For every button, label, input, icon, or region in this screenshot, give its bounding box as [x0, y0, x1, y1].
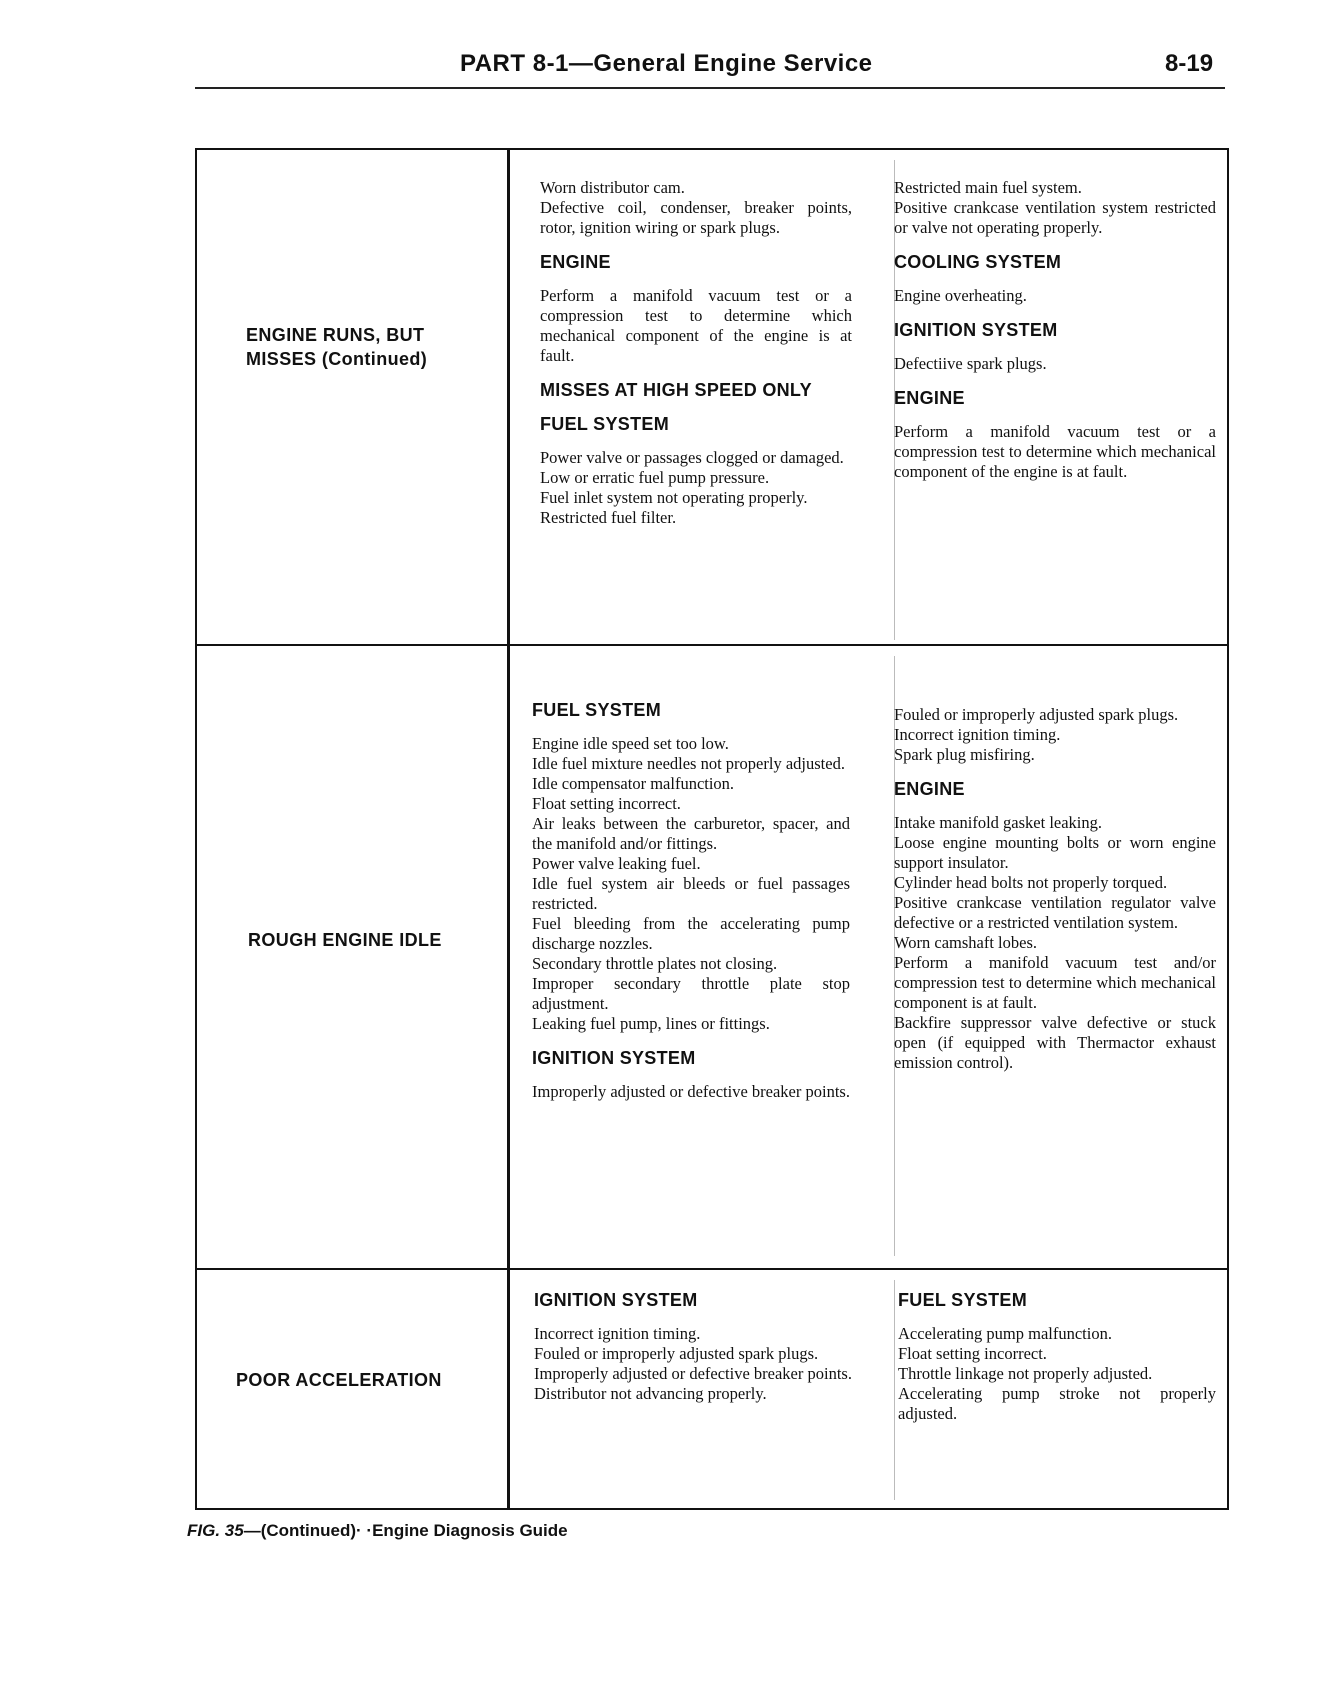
diagnosis-item: Float setting incorrect. — [532, 794, 681, 813]
diagnosis-item: Idle fuel system air bleeds or fuel passages restricted. — [532, 874, 850, 913]
diagnosis-item: Restricted main fuel system. — [894, 178, 1082, 197]
subsection-heading: FUEL SYSTEM — [532, 700, 661, 720]
subsection-heading: IGNITION SYSTEM — [534, 1290, 698, 1310]
diagnosis-item: Throttle linkage not properly adjusted. — [898, 1364, 1153, 1383]
diagnosis-item: Cylinder head bolts not properly torqued. — [894, 873, 1168, 892]
diagnosis-item: Incorrect ignition timing. — [894, 725, 1061, 744]
diagnosis-item: Air leaks between the carburetor, spacer, and the manifold and/or fittings. — [532, 814, 850, 853]
section-2-middle-column — [532, 700, 850, 1102]
diagnosis-item: Improperly adjusted or defective breaker points. — [534, 1364, 852, 1383]
row-divider — [195, 644, 1229, 646]
figure-caption — [187, 1521, 568, 1541]
figure-title: —(Continued)· ·Engine Diagnosis Guide — [243, 1521, 568, 1540]
diagnosis-item: Engine idle speed set too low. — [532, 734, 729, 753]
subsection-heading: MISSES AT HIGH SPEED ONLY — [540, 380, 812, 400]
diagnosis-item: Perform a manifold vacuum test or a compression test to determine which mechanical component of the engine is at fault. — [540, 286, 852, 365]
diagnosis-item: Restricted fuel filter. — [540, 508, 677, 527]
diagnosis-item: Accelerating pump malfunction. — [898, 1324, 1112, 1343]
diagnosis-item: Low or erratic fuel pump pressure. — [540, 468, 770, 487]
diagnosis-item: Positive crankcase ventilation regulator valve defective or a restricted ventilation system. — [894, 893, 1216, 932]
diagnosis-item: Worn distributor cam. — [540, 178, 685, 197]
diagnosis-item: Defective coil, condenser, breaker points, rotor, ignition wiring or spark plugs. — [540, 198, 852, 237]
diagnosis-item: Incorrect ignition timing. — [534, 1324, 701, 1343]
diagnosis-item: Float setting incorrect. — [898, 1344, 1047, 1363]
diagnosis-item: Backfire suppressor valve defective or stuck open (if equipped with Thermactor exhaust emission control). — [894, 1013, 1216, 1072]
diagnosis-item: Idle compensator malfunction. — [532, 774, 735, 793]
section-1-middle-column — [540, 178, 852, 528]
category-label: ENGINE RUNS, BUT MISSES (Continued) — [246, 325, 428, 369]
diagnosis-item: Idle fuel mixture needles not properly adjusted. — [532, 754, 845, 773]
figure-number: FIG. 35 — [187, 1521, 244, 1540]
diagnosis-item: Distributor not advancing properly. — [534, 1384, 767, 1403]
subsection-heading: ENGINE — [540, 252, 611, 272]
diagnosis-item: Perform a manifold vacuum test or a compression test to determine which mechanical component of the engine is at fault. — [894, 422, 1216, 481]
diagnosis-item: Secondary throttle plates not closing. — [532, 954, 778, 973]
diagnosis-item: Fouled or improperly adjusted spark plugs. — [534, 1344, 819, 1363]
diagnosis-item: Intake manifold gasket leaking. — [894, 813, 1103, 832]
diagnosis-item: Fuel bleeding from the accelerating pump discharge nozzles. — [532, 914, 850, 953]
category-label: ROUGH ENGINE IDLE — [248, 930, 442, 950]
column-divider-light — [894, 1280, 895, 1500]
diagnosis-item: Leaking fuel pump, lines or fittings. — [532, 1014, 770, 1033]
subsection-heading: IGNITION SYSTEM — [894, 320, 1058, 340]
diagnosis-item: Accelerating pump stroke not properly adjusted. — [898, 1384, 1216, 1423]
diagnosis-item: Power valve or passages clogged or damaged. — [540, 448, 844, 467]
category-label: POOR ACCELERATION — [236, 1370, 442, 1390]
subsection-heading: COOLING SYSTEM — [894, 252, 1062, 272]
diagnosis-item: Engine overheating. — [894, 286, 1027, 305]
subsection-heading: ENGINE — [894, 779, 965, 799]
header-rule — [195, 87, 1225, 89]
diagnosis-item: Perform a manifold vacuum test and/or compression test to determine which mechanical component is at fault. — [894, 953, 1216, 1012]
diagnosis-item: Fuel inlet system not operating properly. — [540, 488, 808, 507]
column-divider — [507, 148, 510, 1510]
subsection-heading: FUEL SYSTEM — [540, 414, 669, 434]
diagnosis-item: Positive crankcase ventilation system restricted or valve not operating properly. — [894, 198, 1216, 237]
section-3-middle-column — [534, 1290, 852, 1404]
page-number: 8-19 — [1165, 50, 1214, 77]
diagnosis-item: Improperly adjusted or defective breaker points. — [532, 1082, 850, 1101]
page-title: PART 8-1—General Engine Service — [460, 50, 873, 77]
section-2-right-column — [894, 705, 1216, 1073]
row-divider — [195, 1268, 1229, 1270]
subsection-heading: ENGINE — [894, 388, 965, 408]
diagnosis-item: Improper secondary throttle plate stop adjustment. — [532, 974, 850, 1013]
diagnosis-item: Worn camshaft lobes. — [894, 933, 1038, 952]
subsection-heading: IGNITION SYSTEM — [532, 1048, 696, 1068]
section-3-right-column — [898, 1290, 1216, 1424]
diagnosis-item: Defectiive spark plugs. — [894, 354, 1047, 373]
subsection-heading: FUEL SYSTEM — [898, 1290, 1027, 1310]
diagnosis-item: Spark plug misfiring. — [894, 745, 1035, 764]
diagnosis-item: Loose engine mounting bolts or worn engine support insulator. — [894, 833, 1216, 872]
diagnosis-item: Fouled or improperly adjusted spark plugs. — [894, 705, 1179, 724]
diagnosis-item: Power valve leaking fuel. — [532, 854, 701, 873]
section-1-right-column — [894, 178, 1216, 482]
